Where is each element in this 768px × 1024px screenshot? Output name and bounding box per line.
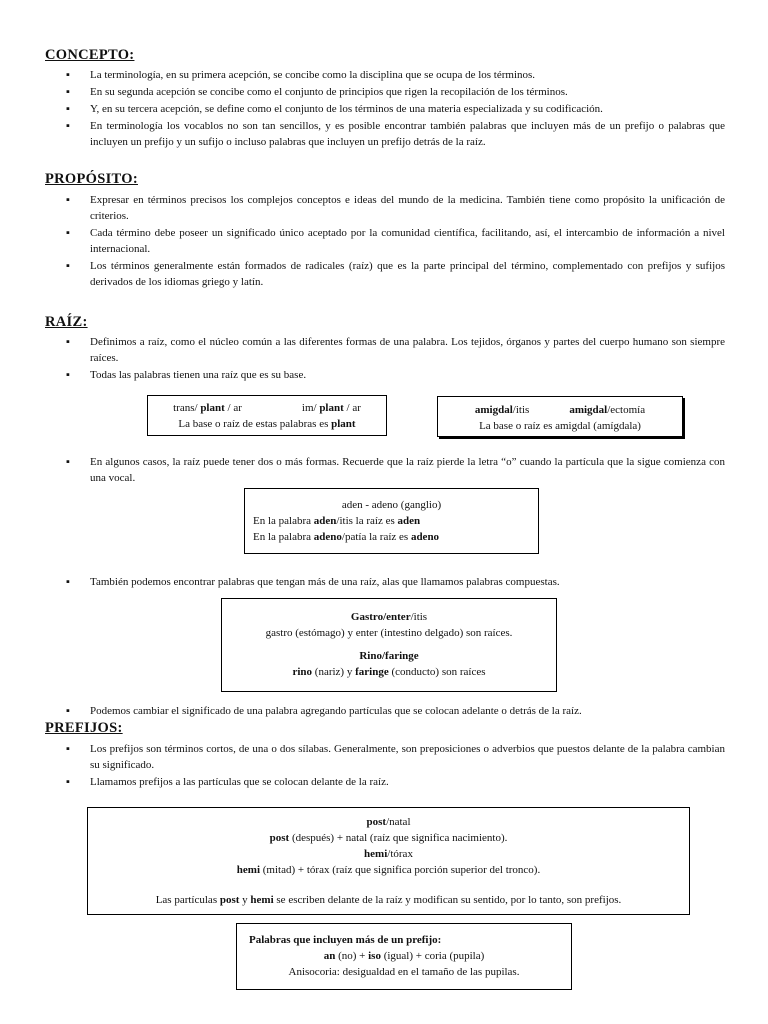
list-item: ▪ Los términos generalmente están formados de radicales (raíz) que es la parte principal del término, complementado con prefijos y sufijos derivados de los idiomas griego y latín. — [45, 258, 725, 290]
prefix-word: post — [366, 816, 387, 828]
text: y — [239, 894, 251, 906]
list-item: ▪ Todas las palabras tienen una raíz que es su base. — [45, 367, 725, 383]
box-prefijos-line4 — [88, 862, 689, 878]
heading-concepto: CONCEPTO: — [45, 47, 135, 63]
root-word: amigdal — [569, 404, 608, 416]
box-aden-line3 — [245, 529, 538, 545]
box-amigdal — [437, 396, 683, 437]
text: Palabras que incluyen más de un prefijo: — [249, 934, 442, 946]
box-anisocoria — [236, 923, 572, 990]
text: /tórax — [387, 848, 413, 860]
box-aden-line2 — [245, 513, 538, 529]
list-item: ▪ En algunos casos, la raíz puede tener dos o más formas. Recuerde que la raíz pierde la letra “o” cuando la partícula que la sigue comienza con una vocal. — [45, 454, 725, 486]
prefix-word: iso — [368, 950, 381, 962]
prefix-word: hemi — [236, 864, 261, 876]
list-item: ▪ Podemos cambiar el significado de una palabra agregando partículas que se colocan adelante o detrás de la raíz. — [45, 703, 725, 719]
text: / ar — [224, 402, 242, 414]
list-item: ▪ En su segunda acepción se concibe como el conjunto de principios que rigen la recopilación de los términos. — [45, 84, 725, 100]
text: /itis — [512, 404, 530, 416]
text: (igual) + coria (pupila) — [380, 950, 485, 962]
prefix-word: post — [219, 894, 240, 906]
raiz-list-c — [45, 574, 725, 591]
prefijos-list — [45, 741, 725, 791]
text: / ar — [343, 402, 361, 414]
list-item: ▪ Cada término debe poseer un significado único aceptado por la comunidad científica, facilitando, así, el intercambio de información a nivel internacional. — [45, 225, 725, 257]
root-word: Rino/faringe — [359, 650, 419, 662]
raiz-list-d — [45, 703, 725, 720]
prefix-word: an — [323, 950, 336, 962]
box-plant-line2 — [148, 416, 386, 432]
list-item: ▪ En terminología los vocablos no son tan sencillos, y es posible encontrar también palabras que incluyen más de un prefijo o palabras que incluyen un prefijo y un sufijo o incluso palabras que incluyen un prefijo detrás de la raíz. — [45, 118, 725, 150]
prefix-word: post — [269, 832, 290, 844]
concepto-list — [45, 67, 725, 151]
text: En la palabra — [253, 515, 314, 527]
list-item: ▪ Llamamos prefijos a las partículas que se colocan delante de la raíz. — [45, 774, 725, 790]
text: (nariz) y — [312, 666, 356, 678]
text: Las partículas — [155, 894, 220, 906]
box-prefijos — [87, 807, 690, 915]
box-plant-line1 — [148, 400, 386, 416]
text: (después) + natal (raíz que significa nacimiento). — [289, 832, 508, 844]
heading-raiz: RAÍZ: — [45, 314, 88, 330]
text: trans/ — [173, 402, 201, 414]
box-anisocoria-line3: Anisocoria: desigualdad en el tamaño de las pupilas. — [288, 966, 520, 978]
heading-prefijos: PREFIJOS: — [45, 720, 123, 736]
root-word: aden — [397, 515, 421, 527]
prefix-word: hemi — [364, 848, 388, 860]
root-word: faringe — [355, 666, 389, 678]
list-item: ▪ Y, en su tercera acepción, se define como el conjunto de los términos de una materia especializada y su codificación. — [45, 101, 725, 117]
text: /ectomía — [607, 404, 646, 416]
prefix-word: hemi — [250, 894, 274, 906]
text: /itis — [410, 611, 428, 623]
text: La base o raíz de estas palabras es — [178, 418, 332, 430]
box-plant — [147, 395, 387, 436]
text: En la palabra — [253, 531, 314, 543]
list-item: ▪ También podemos encontrar palabras que tengan más de una raíz, alas que llamamos palabras compuestas. — [45, 574, 725, 590]
raiz-list-b — [45, 454, 725, 487]
root-word: plant — [331, 418, 356, 430]
text: /itis la raíz es — [336, 515, 398, 527]
box-prefijos-line2 — [88, 830, 689, 846]
root-word: adeno — [410, 531, 440, 543]
root-word: adeno — [313, 531, 342, 543]
box-compuestas-line1 — [222, 609, 556, 625]
box-prefijos-line3 — [88, 846, 689, 862]
box-compuestas-line2: gastro (estómago) y enter (intestino delgado) son raíces. — [265, 627, 513, 639]
list-item: ▪ La terminología, en su primera acepción, se concibe como la disciplina que se ocupa de los términos. — [45, 67, 725, 83]
root-word: amigdal — [474, 404, 513, 416]
text: /natal — [386, 816, 411, 828]
box-anisocoria-title — [237, 932, 571, 948]
proposito-list — [45, 192, 725, 291]
text: /patía la raíz es — [341, 531, 411, 543]
list-item: ▪ Definimos a raíz, como el núcleo común a las diferentes formas de una palabra. Los tejidos, órganos y partes del cuerpo humano son siempre raíces. — [45, 334, 725, 366]
box-compuestas — [221, 598, 557, 692]
box-prefijos-line5 — [88, 892, 689, 908]
text: (no) + — [335, 950, 369, 962]
list-item: ▪ Expresar en términos precisos los complejos conceptos e ideas del mundo de la medicina. También tiene como propósito la unificación de criterios. — [45, 192, 725, 224]
root-word: aden — [313, 515, 337, 527]
root-word: rino — [292, 666, 313, 678]
box-aden — [244, 488, 539, 554]
text: im/ — [301, 402, 320, 414]
box-amigdal-line1 — [438, 402, 682, 418]
raiz-list-a — [45, 334, 725, 384]
text: (conducto) son raíces — [388, 666, 486, 678]
box-compuestas-line3 — [222, 648, 556, 664]
text: (mitad) + tórax (raíz que significa porción superior del tronco). — [260, 864, 541, 876]
root-word: Gastro/enter — [350, 611, 411, 623]
text: se escriben delante de la raíz y modifican su sentido, por lo tanto, son prefijos. — [273, 894, 622, 906]
box-anisocoria-line2 — [237, 948, 571, 964]
root-word: plant — [200, 402, 225, 414]
box-amigdal-line2: La base o raíz es amigdal (amígdala) — [479, 420, 641, 432]
root-word: plant — [319, 402, 344, 414]
box-prefijos-line1 — [88, 814, 689, 830]
box-compuestas-line4 — [222, 664, 556, 680]
heading-proposito: PROPÓSITO: — [45, 171, 138, 187]
list-item: ▪ Los prefijos son términos cortos, de una o dos sílabas. Generalmente, son preposiciones o adverbios que puestos delante de la palabra cambian su significado. — [45, 741, 725, 773]
box-aden-line1: aden - adeno (ganglio) — [341, 499, 442, 511]
